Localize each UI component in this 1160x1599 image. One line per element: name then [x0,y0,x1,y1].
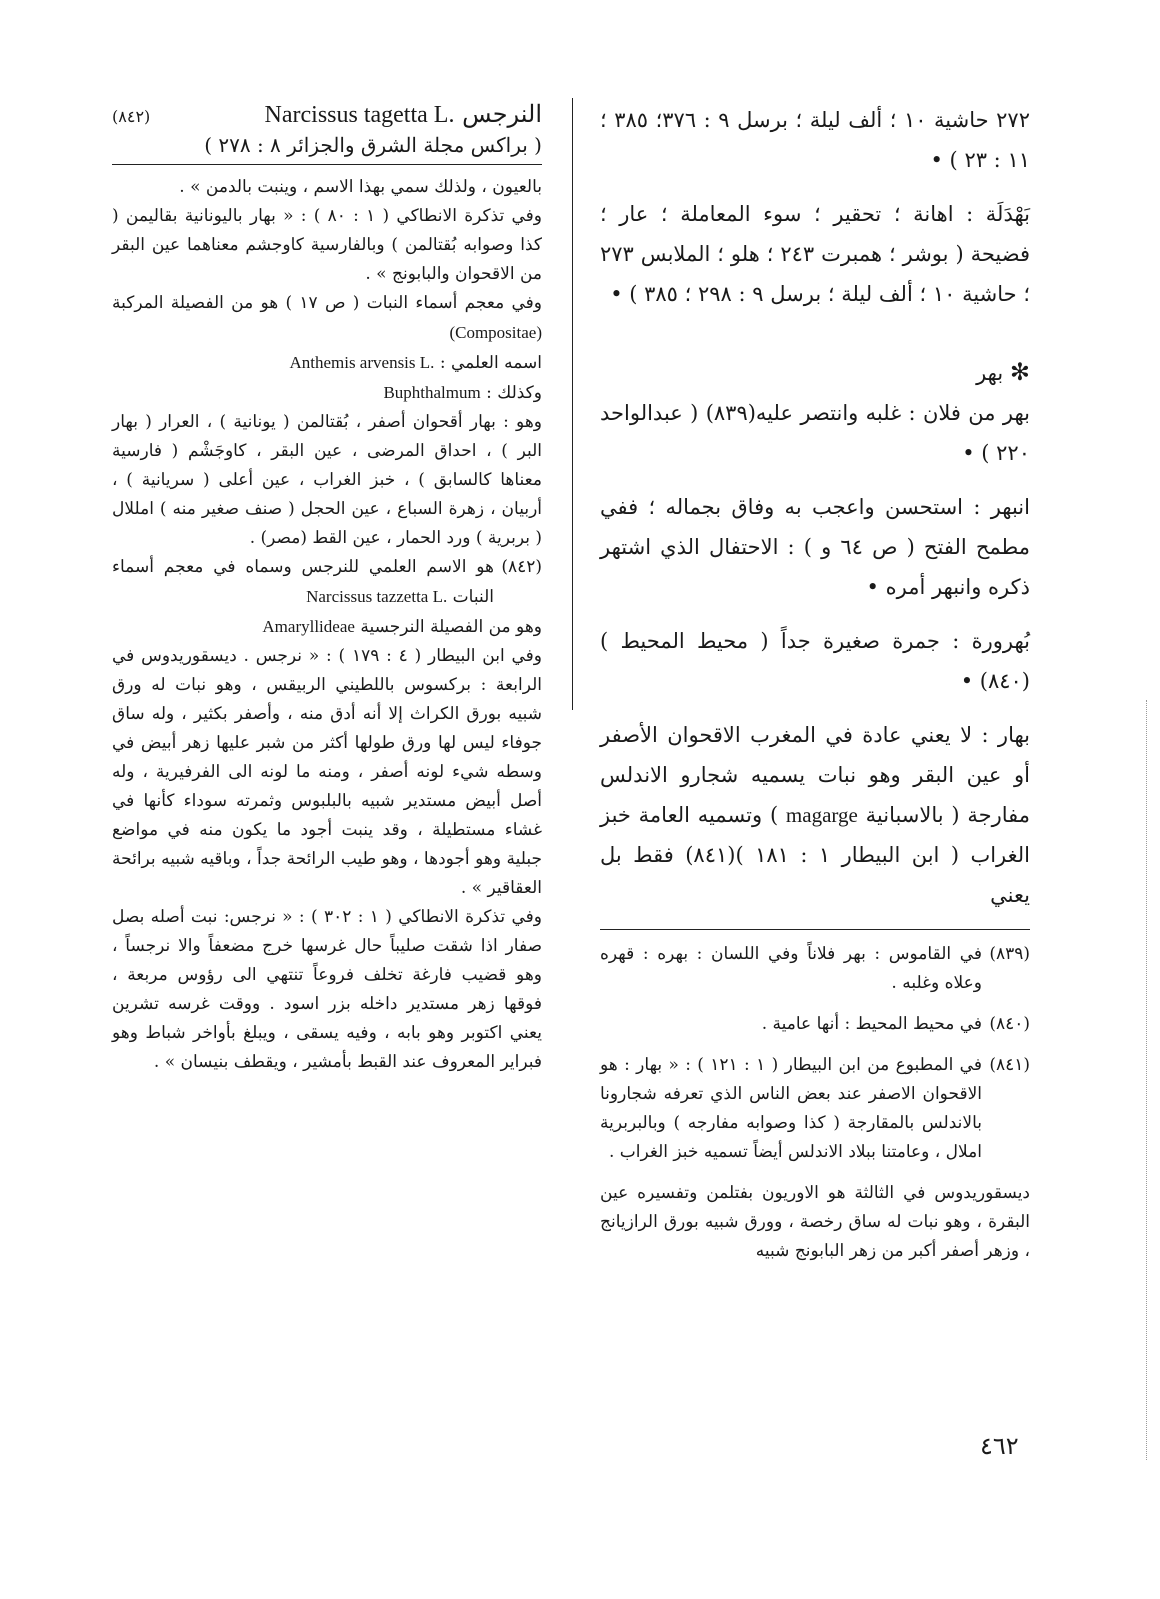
footnote-841-continuation [600,1179,1030,1266]
footnote-text: في المطبوع من ابن البيطار ( ١ : ١٢١ ) : « بهار : هو الاقحوان الاصفر عند بعض الناس الذي تعرفه شجارونا بالاندلس بالمقارجة ( كذا وصوابه مفارجه ) وبالبربرية املال ، وعامتنا ببلاد الاندلس أيضاً تسميه خبز الغراب . [600,1055,982,1162]
text-scientific-name [112,348,542,378]
entry-bahar [600,715,1030,915]
running-head-reference: ( براكس مجلة الشرق والجزائر ٨ : ٢٧٨ ) [112,131,542,165]
footnote-842 [112,553,542,612]
latin-term: Anthemis arvensis L. [289,353,435,372]
footnote-number: (٨٤٠) [989,1014,1030,1034]
latin-term: magarge [785,803,858,827]
text-antaki-narcissus: وفي تذكرة الانطاكي ( ١ : ٣٠٢ ) : « نرجس: نبت أصله بصل صفار اذا شقت صليباً حال غرسها خرج مضعفاً والا نرجساً ، وهو قضيب فارغة تخلف فروعاً تنتهي الى رؤوس مربعة ، فوقها زهر مستدير داخله بزر اسود . ووقت غرسه تشرين يعني اكتوبر وهو بابه ، وفيه يسقى ، ويبلغ بأواخر شباط وهو فبراير المعروف عند القبط بأمشير ، ويقطف بنيسان » . [112,907,542,1072]
running-head [112,100,542,131]
footnote-text: في محيط المحيط : أنها عامية . [761,1014,982,1034]
dictionary-text: وفي معجم أسماء النبات ( ص ١٧ ) هو من الفصيلة المركبة [112,293,542,313]
footnote-number: (٨٤١) [989,1055,1030,1075]
head-latin: Narcissus tagetta L. [264,102,455,128]
footnote-842-text: هو الاسم العلمي للنرجس وسماه في معجم أسماء النبات [112,557,494,607]
root-heading [600,352,1030,393]
paragraph-continuation: ٢٧٢ حاشية ١٠ ؛ ألف ليلة ؛ برسل ٩ : ٣٧٦؛ ٣٨٥ ؛ ١١ : ٢٣ ) • [600,108,1030,172]
root-word: بهر [976,361,1004,385]
footnote-number: (٨٤٢) [501,557,542,577]
page-number: ٤٦٢ [980,1432,1019,1460]
label-text: اسمه العلمي : [439,353,542,373]
label-text: وكذلك : [486,383,542,403]
footnote-text: ديسقوريدوس في الثالثة هو الاوريون بفتلمن وتفسيره عين البقرة ، وهو نبات له ساق رخصة ، وورق شبيه بورق الرازيانج ، وزهر أصفر أكبر من زهر البابونج شبيه [600,1183,1030,1261]
entry-bahdala: بَهْدَلَة : اهانة ؛ تحقير ؛ سوء المعاملة ؛ عار ؛ فضيحة ( بوشر ؛ همبرت ٢٤٣ ؛ هلو ؛ الملابس ٢٧٣ ؛ حاشية ١٠ ؛ ألف ليلة ؛ برسل ٩ : ٢٩٨ ؛ ٣٨٥ ) • [600,202,1030,306]
text-synonyms: وهو : بهار أقحوان أصفر ، بُقتالمن ( يونانية ) ، العرار ( بهار البر ) ، احداق المرضى ، عين البقر ، كاوجَشْم ( فارسية معناها كالسابق ) ، خبز الغراب ، عين أعلى ( سريانية ) ، أربيان ، زهرة السباع ، عين الحجل ( صنف صغير منه ) امللال ( بربرية ) ورد الحمار ، عين القط (مصر) . [112,412,542,548]
asterisk-icon: ✻ [1009,358,1030,386]
footnote-text: في القاموس : بهر فلاناً وفي اللسان : بهره : قهره وعلاه وغلبه . [600,944,982,993]
left-column [112,100,542,1077]
latin-term: Narcissus tazzetta L. [306,587,448,606]
footnote-841 [600,1051,1030,1167]
text-ibn-baytar: وفي ابن البيطار ( ٤ : ١٧٩ ) : « نرجس . ديسقوريدوس في الرابعة : بركسوس باللطيني الربيقس ، وهو نبات له ورق شبيه بورق الكراث إلا أنه أدق منه ، وأصفر بكثير ، وله ساق جوفاء ليس لها ورق طولها أكثر من شبر عليها زهر أبيض في وسطه شيء لونه أصفر ، ومنه ما لونه الى الفرفيرية ، وله أصل أبيض مستدير شبيه بالبلبوس وثمرته سوداء كأنها في غشاء مستطيلة ، وقد ينبت أجود ما يكون منه في مواضع جبلية وهو أجودها ، وهو طيب الرائحة جداً ، وباقيه شبيه برائحة العقاقير » . [112,646,542,898]
text-family [112,612,542,642]
latin-term: Buphthalmum [383,383,481,402]
right-column [600,100,1030,1278]
text-also [112,378,542,408]
column-divider [572,98,573,710]
text-antaki: وفي تذكرة الانطاكي ( ١ : ٨٠ ) : « بهار باليونانية بقاليمن ( كذا وصوابه بُقتالمن ) وبالفارسية كاوجشم معناهما عين البقر من الاقحوان والبابونج » . [112,206,543,284]
scan-edge-marks [1146,700,1148,1460]
entry-bahara: بهر من فلان : غلبه وانتصر عليه(٨٣٩) ( عبدالواحد ٢٢٠ ) • [600,401,1030,465]
entry-bahar-text-b: ) وتسميه العامة خبز الغراب ( ابن البيطار ١ : ١٨١ )(٨٤١) فقط بل يعني [600,803,1031,907]
footnote-text [112,553,494,612]
footnote-number: (٨٣٩) [989,944,1030,964]
text-line: بالعيون ، ولذلك سمي بهذا الاسم ، وينبت بالدمن » . [179,177,542,197]
latin-term: Amaryllideae [262,617,355,636]
footnote-840 [600,1010,1030,1039]
latin-term: (Compositae) [449,323,542,342]
family-text: وهو من الفصيلة النرجسية [360,617,542,637]
head-number: (٨٤٢) [112,107,151,126]
entry-inbahara: انبهر : استحسن واعجب به وفاق بجماله ؛ ففي مطمح الفتح ( ص ٦٤ و ) : الاحتفال الذي اشتهر ذكره وانبهر أمره • [600,495,1030,599]
entry-buhrura: بُهرورة : جمرة صغيرة جداً ( محيط المحيط )(٨٤٠) • [600,629,1030,693]
running-head-title [265,100,542,130]
entry-bahar-text-a: بهار : لا يعني عادة في المغرب الاقحوان الأصفر أو عين البقر وهو نبات يسميه شجارو الاندلس مفارجة ( بالاسبانية [600,723,1030,827]
footnote-divider [600,929,1030,930]
head-arabic: النرجس [462,100,542,128]
text-dictionary [112,289,542,348]
footnote-839 [600,940,1030,998]
